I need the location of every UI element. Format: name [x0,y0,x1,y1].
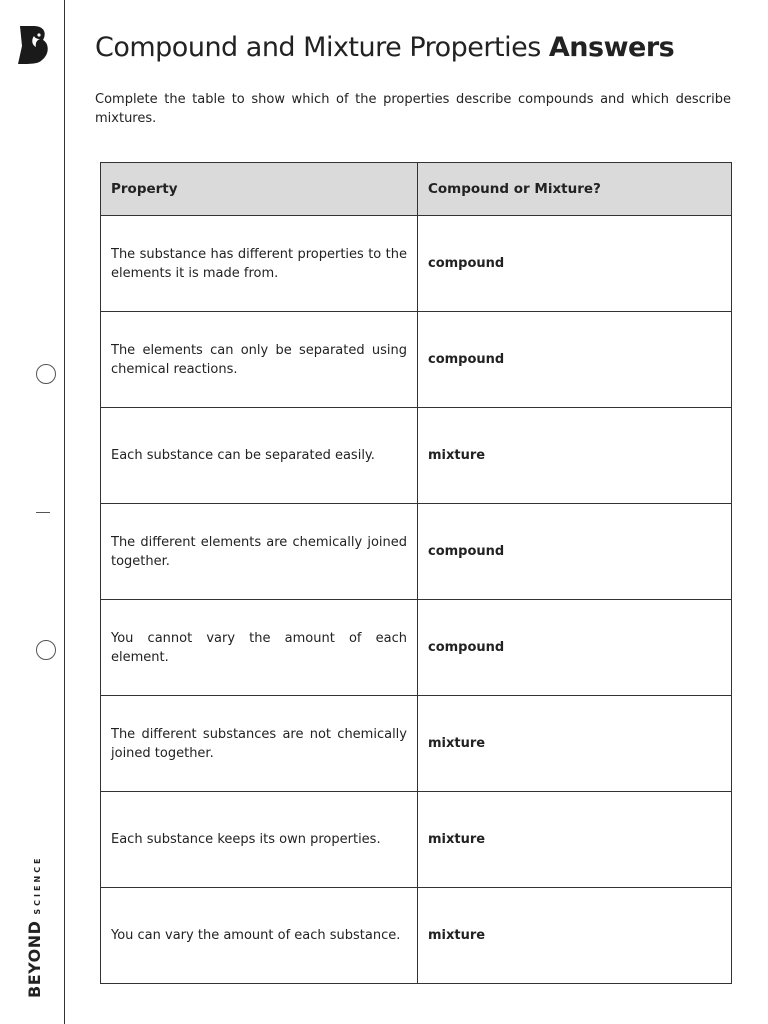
answer-cell: mixture [418,408,732,504]
punch-hole-bottom [36,640,56,660]
property-cell: The elements can only be separated using chemical reactions. [101,312,418,408]
property-cell: The substance has different properties to the elements it is made from. [101,216,418,312]
header-property: Property [101,163,418,216]
property-cell: You cannot vary the amount of each element. [101,600,418,696]
table-row [101,696,732,792]
answer-cell: compound [418,504,732,600]
page-title [95,32,674,63]
table-row [101,888,732,984]
table-row [101,312,732,408]
beyond-logo [16,24,50,66]
page-title-answers: Answers [548,32,675,63]
table-row [101,792,732,888]
answer-cell: mixture [418,792,732,888]
answer-cell: compound [418,312,732,408]
brand-wordmark [25,855,44,998]
property-cell: The different elements are chemically joined together. [101,504,418,600]
table-row [101,504,732,600]
table-header-row [101,163,732,216]
brand-name: BEYOND [25,920,44,998]
page-title-main: Compound and Mixture Properties [95,32,541,63]
answer-cell: compound [418,600,732,696]
answers-table [100,162,732,984]
property-cell: The different substances are not chemically joined together. [101,696,418,792]
answer-cell: compound [418,216,732,312]
fold-mark [36,512,50,513]
table-row [101,600,732,696]
punch-hole-top [36,364,56,384]
answer-cell: mixture [418,888,732,984]
property-cell: Each substance can be separated easily. [101,408,418,504]
instructions: Complete the table to show which of the properties describe compounds and which describe mixtures. [95,92,731,126]
table-row [101,408,732,504]
answer-cell: mixture [418,696,732,792]
brand-subname: SCIENCE [33,855,42,915]
table-row [101,216,732,312]
property-cell: You can vary the amount of each substance. [101,888,418,984]
margin-rule [64,0,65,1024]
property-cell: Each substance keeps its own properties. [101,792,418,888]
header-compound-or-mixture: Compound or Mixture? [418,163,732,216]
